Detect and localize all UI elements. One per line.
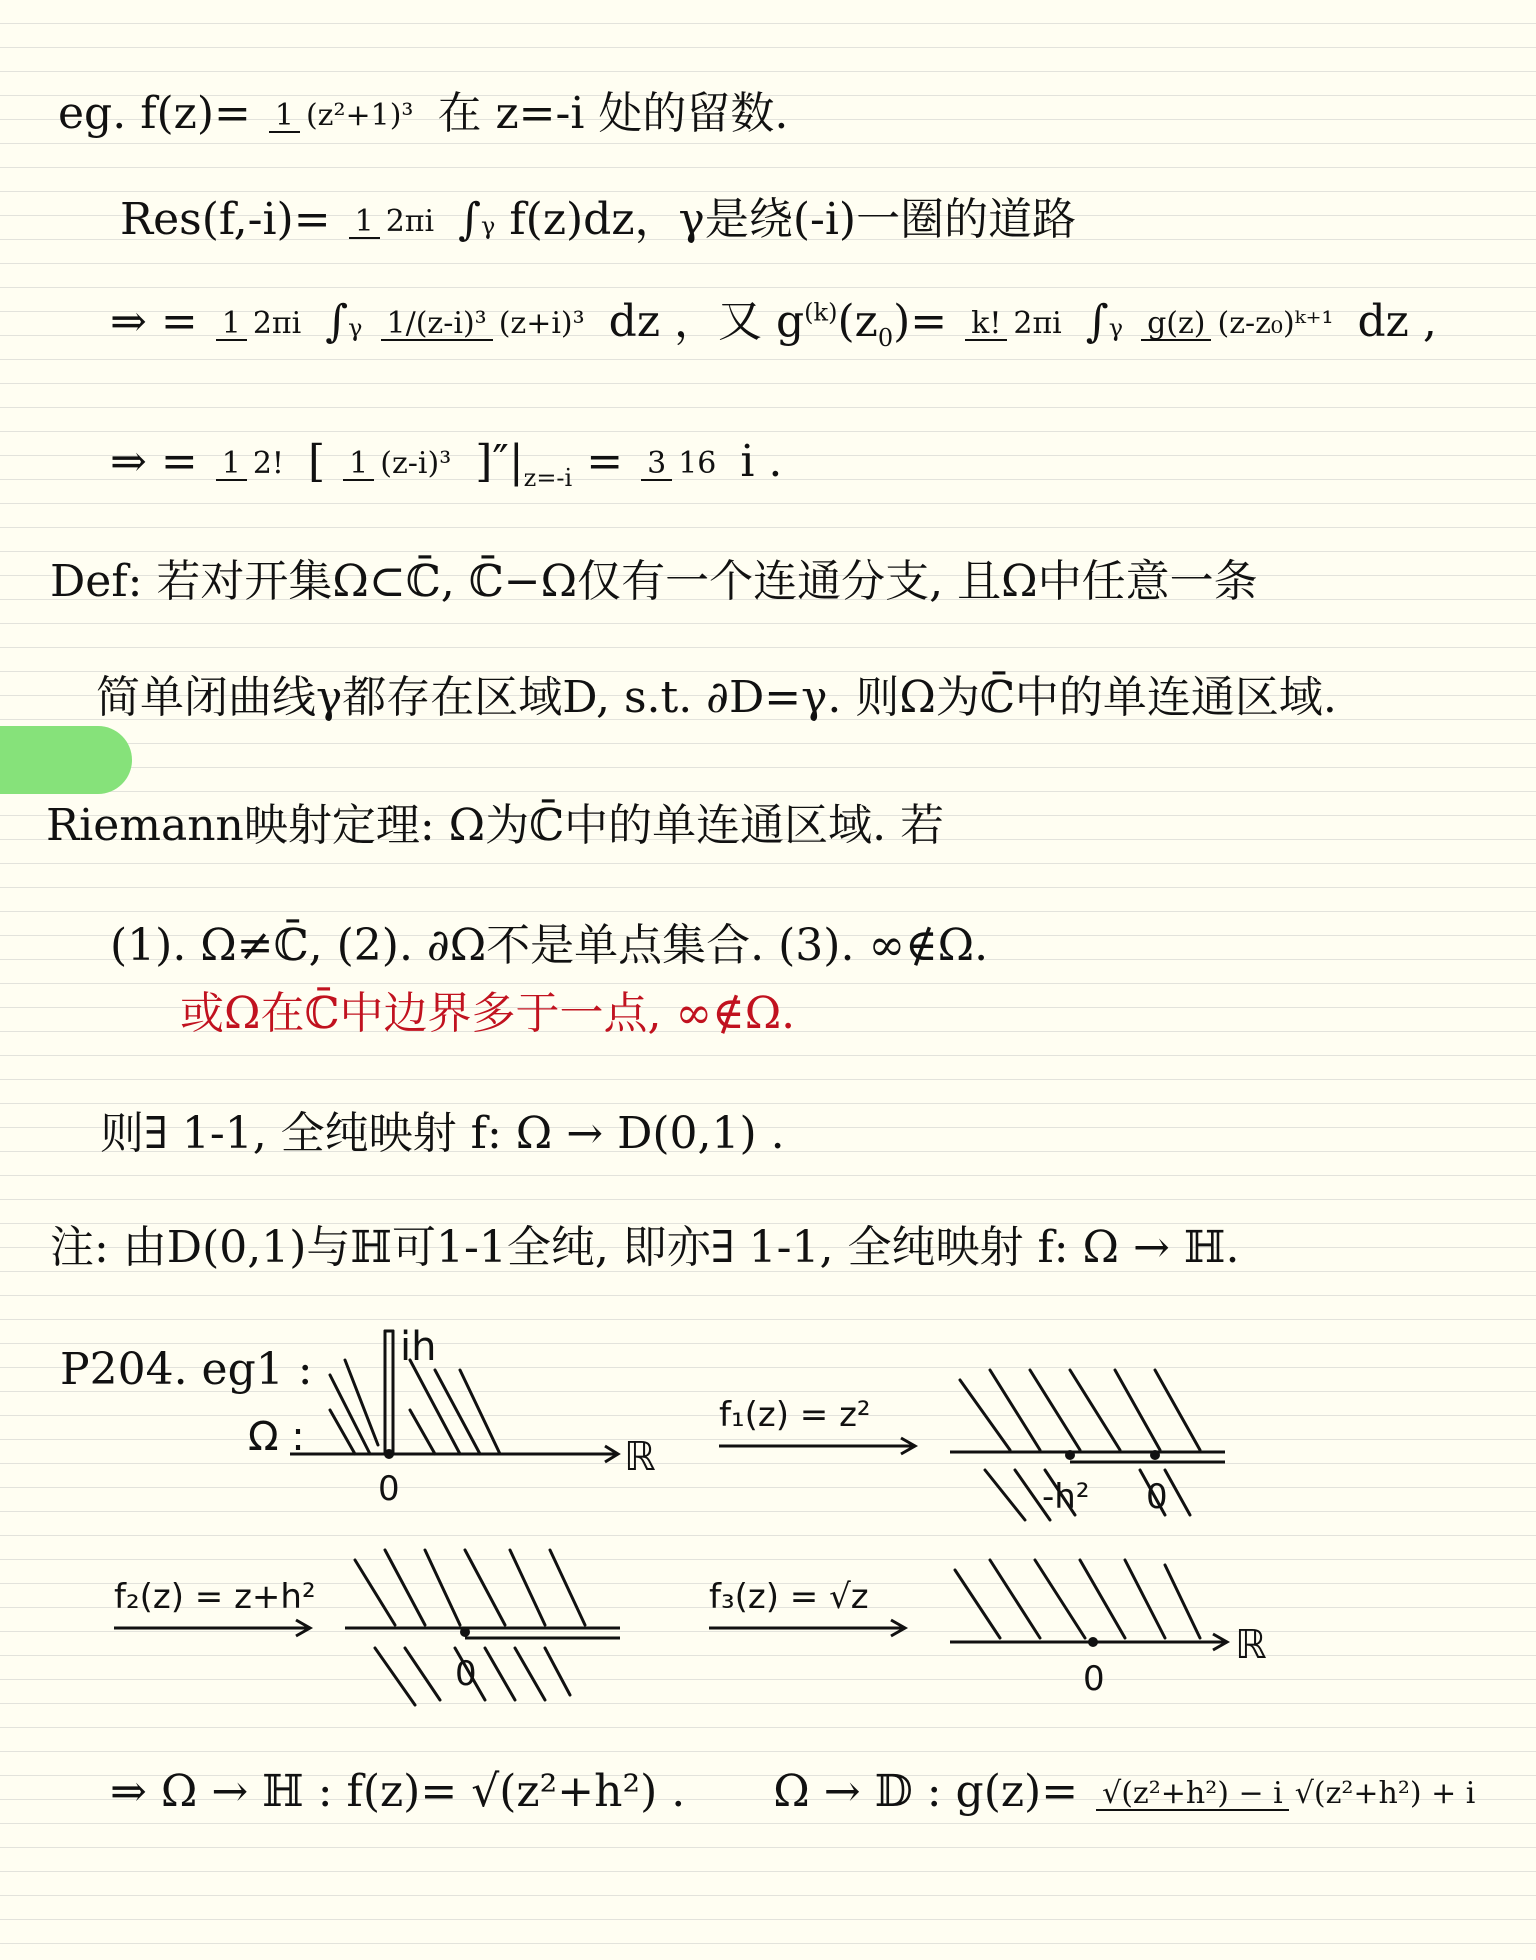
f3-map-arrow bbox=[705, 1570, 925, 1650]
fraction-numerator: √(z²+h²) − i bbox=[1096, 1779, 1289, 1811]
integral-sign: ∫ bbox=[1085, 296, 1109, 347]
definition-line-2: 简单闭曲线γ都存在区域D, s.t. ∂D=γ. 则Ω为ℂ̄中的单连通区域. bbox=[96, 672, 1337, 723]
subscript-z: z=-i bbox=[523, 463, 573, 492]
text-sqrt: √(z²+h²) bbox=[471, 1766, 658, 1817]
fraction-numerator: k! bbox=[965, 309, 1007, 341]
red-annotation-line: 或Ω在ℂ̄中边界多于一点, ∞∉Ω. bbox=[180, 988, 796, 1039]
text-res: Res(f,-i)= bbox=[120, 194, 331, 245]
text-equals: )= bbox=[893, 296, 948, 347]
fraction bbox=[349, 203, 441, 239]
text-i: i . bbox=[740, 436, 783, 487]
text-implies: ⇒ = bbox=[110, 436, 198, 487]
origin-label: 0 bbox=[1083, 1659, 1105, 1699]
integral-subscript: γ bbox=[1108, 314, 1124, 342]
fraction-denominator: 2πi bbox=[385, 203, 435, 239]
omega-label: Ω : bbox=[248, 1414, 305, 1460]
fraction-denominator: (z+i)³ bbox=[498, 305, 585, 341]
integral-sign: ∫ bbox=[325, 296, 349, 347]
subscript-0: 0 bbox=[877, 323, 894, 352]
integral-subscript: γ bbox=[348, 314, 363, 342]
text-bracket-close: ]″ bbox=[475, 436, 509, 487]
origin-label: 0 bbox=[1146, 1477, 1168, 1517]
f1-label: f₁(z) = z² bbox=[719, 1395, 871, 1435]
integral-sign: ∫ bbox=[458, 194, 482, 245]
residue-formula-line bbox=[120, 194, 1536, 245]
integral-line bbox=[110, 296, 1536, 352]
origin-label: 0 bbox=[455, 1654, 477, 1694]
text-period: . bbox=[671, 1766, 686, 1817]
result-line bbox=[110, 436, 1536, 492]
example-line bbox=[58, 88, 1536, 139]
text-equals: = bbox=[586, 436, 624, 487]
fraction bbox=[216, 445, 290, 481]
fraction-denominator: (z²+1)³ bbox=[305, 97, 414, 133]
positive-slit-diagram bbox=[345, 1540, 635, 1720]
conclusion-line: 则∃ 1-1, 全纯映射 f: Ω → D(0,1) . bbox=[100, 1108, 785, 1159]
f1-map-arrow bbox=[715, 1390, 935, 1470]
slit-plane-diagram bbox=[950, 1360, 1240, 1540]
fraction bbox=[269, 97, 420, 133]
text-implies: ⇒ = bbox=[110, 296, 198, 347]
f3-label: f₃(z) = √z bbox=[709, 1577, 869, 1617]
fraction-numerator: 1 bbox=[349, 207, 380, 239]
fraction-numerator: 1/(z-i)³ bbox=[381, 309, 493, 341]
fraction bbox=[641, 445, 722, 481]
superscript-k: (k) bbox=[804, 298, 838, 327]
text-fz: f(z)= bbox=[140, 88, 251, 139]
text-dz: dz , bbox=[1357, 296, 1437, 347]
minus-h2-label: -h² bbox=[1042, 1477, 1090, 1517]
f2-label: f₂(z) = z+h² bbox=[114, 1577, 316, 1617]
f2-map-arrow bbox=[110, 1570, 340, 1650]
text-path: f(z)dz，γ是绕(-i)一圈的道路 bbox=[509, 194, 1077, 245]
axis-label: ℝ bbox=[624, 1434, 656, 1480]
example-heading-line: P204. eg1 : bbox=[60, 1344, 313, 1395]
ih-label: ih bbox=[400, 1324, 437, 1370]
fraction bbox=[1141, 305, 1339, 341]
note-line: 注: 由D(0,1)与ℍ可1-1全纯, 即亦∃ 1-1, 全纯映射 f: Ω → ℍ. bbox=[50, 1222, 1240, 1273]
upper-half-plane-diagram bbox=[945, 1550, 1285, 1700]
text-eg: eg. bbox=[58, 88, 127, 139]
fraction bbox=[381, 305, 591, 341]
fraction-numerator: g(z) bbox=[1141, 309, 1211, 341]
text-dz-g: dz ，又 g bbox=[608, 296, 805, 347]
fraction-numerator: 1 bbox=[216, 449, 247, 481]
definition-line-1: Def: 若对开集Ω⊂ℂ̄, ℂ̄−Ω仅有一个连通分支, 且Ω中任意一条 bbox=[50, 556, 1258, 607]
fraction-denominator: 2! bbox=[252, 445, 284, 481]
fraction-numerator: 1 bbox=[343, 449, 374, 481]
fraction bbox=[343, 445, 457, 481]
fraction-numerator: 1 bbox=[269, 101, 300, 133]
omega-region-diagram bbox=[248, 1324, 680, 1520]
text-map-to-h: ⇒ Ω → ℍ : f(z)= bbox=[110, 1766, 458, 1817]
final-maps-line bbox=[110, 1766, 1536, 1817]
fraction-denominator: (z-z₀)ᵏ⁺¹ bbox=[1217, 305, 1334, 341]
fraction-numerator: 1 bbox=[216, 309, 247, 341]
fraction bbox=[1096, 1775, 1481, 1811]
riemann-theorem-line: Riemann映射定理: Ω为ℂ̄中的单连通区域. 若 bbox=[46, 800, 945, 851]
axis-label: ℝ bbox=[1235, 1622, 1267, 1668]
fraction-denominator: 16 bbox=[678, 445, 717, 481]
text-map-to-d: Ω → 𝔻 : g(z)= bbox=[773, 1766, 1079, 1817]
integral-subscript: γ bbox=[481, 212, 496, 240]
fraction bbox=[216, 305, 308, 341]
text-bracket-open: [ bbox=[307, 436, 326, 487]
conditions-line: (1). Ω≠ℂ̄, (2). ∂Ω不是单点集合. (3). ∞∉Ω. bbox=[110, 920, 989, 971]
fraction-numerator: 3 bbox=[641, 449, 672, 481]
highlighter-mark bbox=[0, 726, 132, 794]
origin-label: 0 bbox=[378, 1469, 400, 1509]
fraction-denominator: (z-i)³ bbox=[380, 445, 452, 481]
fraction-denominator: 2πi bbox=[1013, 305, 1062, 341]
fraction bbox=[965, 305, 1068, 341]
fraction-denominator: √(z²+h²) + i bbox=[1294, 1775, 1476, 1811]
text-z: (z bbox=[837, 296, 878, 347]
text-evaluation-bar: | bbox=[508, 436, 524, 487]
text-residue: 在 z=-i 处的留数. bbox=[437, 88, 789, 139]
fraction-denominator: 2πi bbox=[252, 305, 302, 341]
